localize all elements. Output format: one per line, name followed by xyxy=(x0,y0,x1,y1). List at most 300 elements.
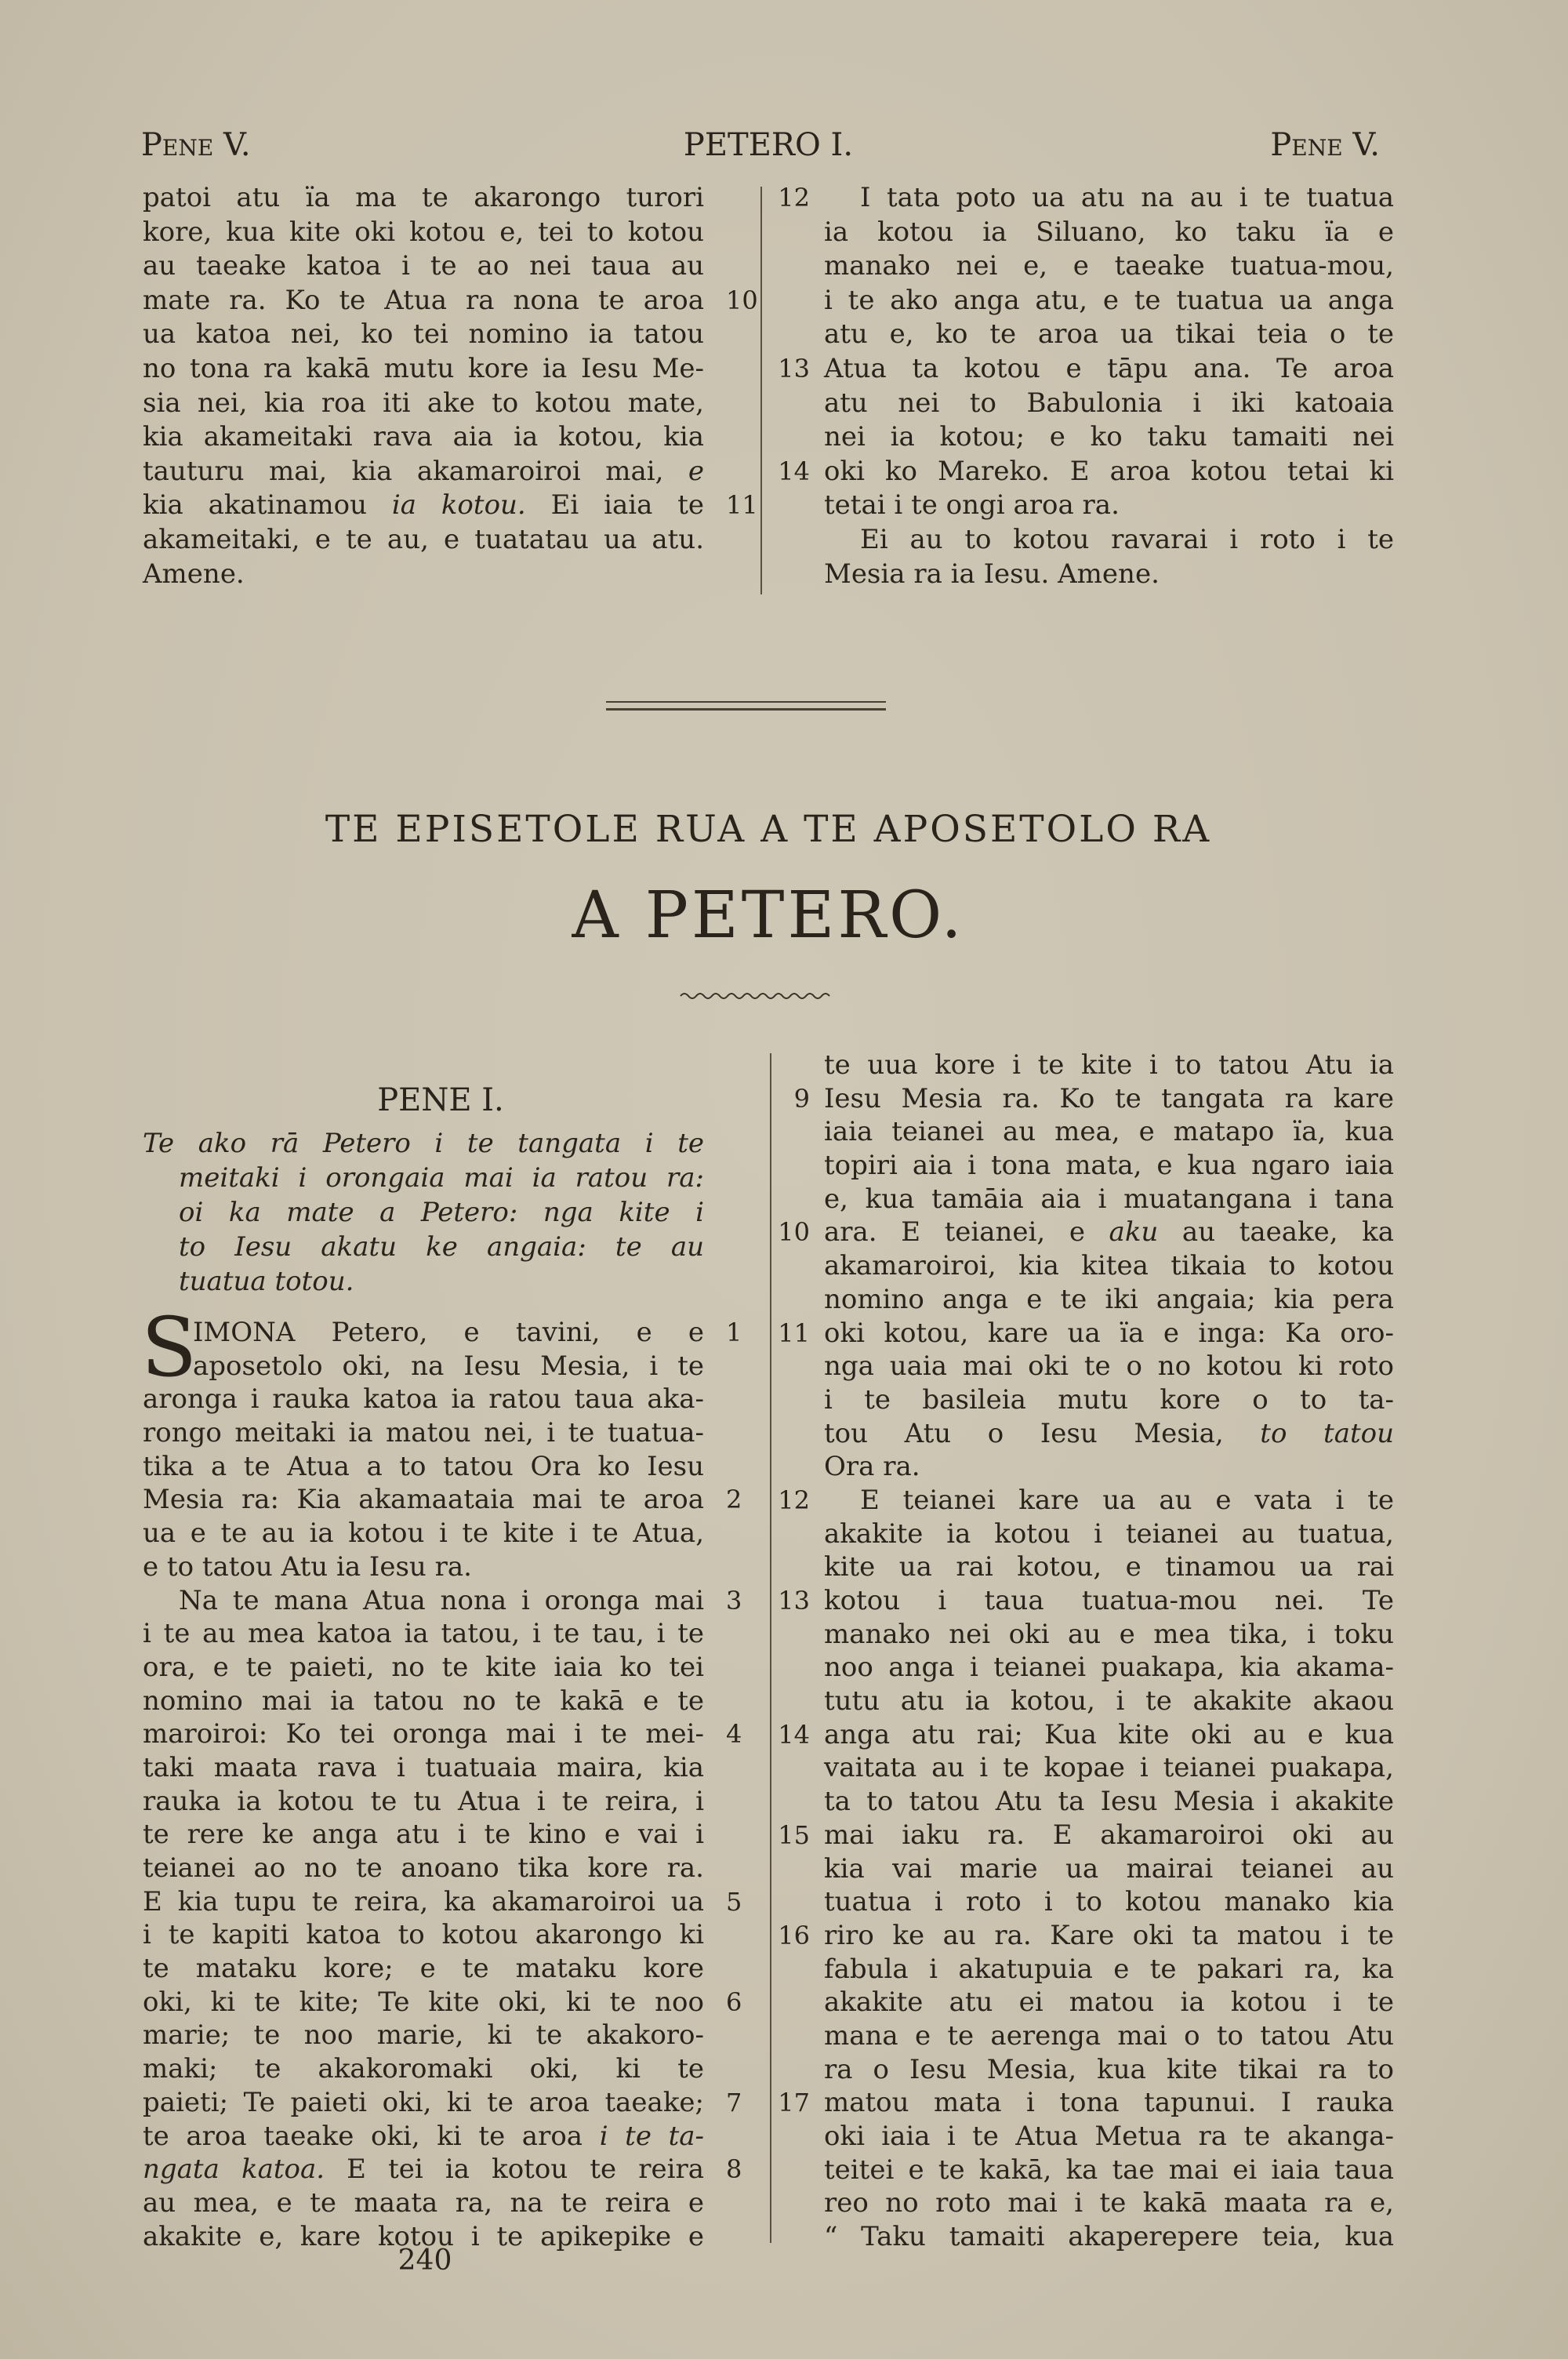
text-line xyxy=(824,1651,1394,1685)
line-text xyxy=(143,181,704,216)
text-line xyxy=(143,284,758,318)
line-text xyxy=(143,352,704,387)
summary-line xyxy=(143,1161,704,1195)
text-segment: au taeake, ka xyxy=(1158,1216,1394,1249)
text-segment: i te kapiti katoa to kotou akarongo ki xyxy=(143,1919,704,1951)
verse-number: 16 xyxy=(778,1920,810,1950)
line-text xyxy=(824,2154,1394,2187)
text-segment: ta to tatou Atu ta Iesu Mesia i akakite xyxy=(824,1786,1394,1818)
text-line xyxy=(143,2086,742,2120)
italic-text: e xyxy=(688,455,704,487)
line-text xyxy=(824,489,1394,523)
text-line xyxy=(778,1584,1394,1618)
text-segment: atu nei to Babulonia i iki katoaia xyxy=(824,387,1394,419)
line-text xyxy=(143,2186,704,2220)
text-line xyxy=(143,1685,704,1718)
line-text xyxy=(143,1685,704,1718)
text-line xyxy=(824,1751,1394,1785)
text-segment: oki, ki te kite; Te kite oki, ki te noo xyxy=(143,1986,704,2018)
verse-number: 14 xyxy=(778,1719,810,1750)
text-line xyxy=(143,1785,704,1819)
line-text xyxy=(824,1317,1394,1350)
text-line xyxy=(778,455,1394,489)
verse-number: 9 xyxy=(793,1083,810,1114)
text-line xyxy=(824,1852,1394,1886)
line-text xyxy=(824,558,1394,592)
italic-text: i te ta- xyxy=(599,2120,704,2152)
line-text xyxy=(824,1149,1394,1183)
text-segment: no tona ra kakā mutu kore ia Iesu Me- xyxy=(143,352,704,384)
line-text xyxy=(824,1584,1394,1618)
summary-text: to Iesu akatu ke angaia: te au xyxy=(179,1231,704,1263)
text-segment: rauka ia kotou te tu Atua i te reira, i xyxy=(143,1785,704,1817)
line-text xyxy=(143,2120,704,2154)
text-line xyxy=(143,455,704,489)
line-text xyxy=(143,1818,704,1852)
line-text xyxy=(143,1717,704,1751)
summary-line xyxy=(143,1195,704,1230)
text-segment: te rere ke anga atu i te kino e vai i xyxy=(143,1819,704,1851)
text-line xyxy=(143,1450,704,1484)
epistle-title: TE EPISETOLE RUA A TE APOSETOLO RA xyxy=(325,808,1212,851)
line-text xyxy=(824,523,1394,558)
line-text xyxy=(143,2052,704,2086)
text-line xyxy=(824,1618,1394,1652)
line-text xyxy=(143,1584,704,1618)
text-segment: oki ko Mareko. E aroa kotou tetai ki xyxy=(824,455,1394,487)
text-segment: fabula i akatupuia e te pakari ra, ka xyxy=(824,1953,1394,1985)
text-line xyxy=(143,1316,742,1350)
text-segment: aronga i rauka katoa ia ratou taua aka- xyxy=(143,1383,704,1416)
text-segment: oki iaia i te Atua Metua ra te akanga- xyxy=(824,2121,1394,2152)
line-text xyxy=(824,387,1394,421)
verse-number: 6 xyxy=(726,1986,742,2017)
text-segment: Iesu Mesia ra. Ko te tangata ra kare xyxy=(824,1082,1394,1114)
text-segment: noo anga i teianei puakapa, kia akama- xyxy=(824,1652,1394,1684)
text-segment: kia akatinamou xyxy=(143,489,392,522)
line-text xyxy=(824,216,1394,250)
line-text xyxy=(143,1952,704,1986)
text-segment: tika a te Atua a to tatou Ora ko Iesu xyxy=(143,1450,704,1482)
text-line xyxy=(143,1986,742,2019)
line-text xyxy=(824,1919,1394,1953)
text-segment: atu e, ko te aroa ua tikai teia o te xyxy=(824,318,1394,351)
text-line xyxy=(824,1283,1394,1317)
text-segment: au taeake katoa i te ao nei taua au xyxy=(143,250,704,282)
text-line xyxy=(824,1953,1394,1986)
verse-number: 4 xyxy=(726,1719,742,1750)
line-text xyxy=(143,558,704,592)
text-line xyxy=(824,2186,1394,2220)
line-text xyxy=(824,1115,1394,1149)
text-line xyxy=(824,1249,1394,1283)
line-text xyxy=(824,1651,1394,1685)
line-text xyxy=(143,1517,704,1550)
text-segment: ara. E teianei, e xyxy=(824,1216,1109,1249)
verse-number: 3 xyxy=(726,1585,742,1616)
text-line xyxy=(824,1550,1394,1584)
line-text xyxy=(824,1785,1394,1819)
line-text xyxy=(824,1885,1394,1919)
text-line xyxy=(143,1483,742,1517)
line-text xyxy=(143,216,704,250)
text-line xyxy=(143,1383,704,1416)
line-text xyxy=(824,2220,1394,2254)
verse-number: 13 xyxy=(778,353,810,383)
text-line xyxy=(824,2120,1394,2154)
line-text xyxy=(824,318,1394,352)
text-segment: kia akameitaki rava aia ia kotou, kia xyxy=(143,421,704,453)
text-segment: ua e te au ia kotou i te kite i te Atua, xyxy=(143,1518,704,1550)
line-text xyxy=(143,1316,704,1350)
text-line xyxy=(143,489,758,523)
verse-number: 5 xyxy=(726,1886,742,1917)
text-segment: vaitata au i te kopae i teianei puakapa, xyxy=(824,1752,1394,1784)
text-line xyxy=(143,523,704,558)
text-segment: ora, e te paieti, no te kite iaia ko tei xyxy=(143,1651,704,1683)
line-text xyxy=(824,1249,1394,1283)
summary-line xyxy=(143,1230,704,1264)
text-segment: Mesia ra: Kia akamaataia mai te aroa xyxy=(143,1484,704,1516)
line-text xyxy=(824,1685,1394,1718)
text-segment: nomino mai ia tatou no te kakā e te xyxy=(143,1685,704,1717)
text-segment: kia vai marie ua mairai teianei au xyxy=(824,1852,1394,1885)
line-text xyxy=(143,1483,704,1517)
line-text xyxy=(143,2153,704,2186)
line-text xyxy=(824,352,1394,387)
line-text xyxy=(143,1852,704,1885)
text-segment: e to tatou Atu ia Iesu ra. xyxy=(143,1550,472,1583)
text-segment: “ Taku tamaiti akaperepere teia, kua xyxy=(824,2221,1394,2253)
line-text xyxy=(824,2053,1394,2087)
text-line xyxy=(824,284,1394,318)
text-segment: I tata poto ua atu na au i te tuatua xyxy=(860,182,1394,213)
summary-text: Te ako rā Petero i te tangata i te xyxy=(143,1128,704,1159)
text-line xyxy=(824,387,1394,421)
line-text xyxy=(143,1885,704,1919)
running-header-center: PETERO I. xyxy=(683,127,854,163)
text-line xyxy=(143,1952,704,1986)
text-segment: te mataku kore; e te mataku kore xyxy=(143,1953,704,1985)
running-header-left: Pene V. xyxy=(141,127,251,163)
text-line xyxy=(824,1350,1394,1383)
text-segment: ua katoa nei, ko tei nomino ia tatou xyxy=(143,318,704,351)
verse-number: 11 xyxy=(778,1318,810,1348)
text-segment: marie; te noo marie, ki te akakoro- xyxy=(143,2019,704,2052)
text-segment: i te ako anga atu, e te tuatua ua anga xyxy=(824,284,1394,316)
line-text xyxy=(143,1785,704,1819)
line-text xyxy=(143,1651,704,1685)
line-text xyxy=(824,1618,1394,1652)
line-text xyxy=(143,1550,704,1584)
chapter-summary xyxy=(143,1126,704,1299)
text-segment: nga uaia mai oki te o no kotou ki roto xyxy=(824,1350,1394,1383)
text-segment: kite ua rai kotou, e tinamou ua rai xyxy=(824,1551,1394,1583)
text-segment: anga atu rai; Kua kite oki au e kua xyxy=(824,1718,1394,1750)
verse-number: 11 xyxy=(726,490,758,521)
line-text xyxy=(824,1518,1394,1551)
text-line xyxy=(143,1651,704,1685)
summary-text: oi ka mate a Petero: nga kite i xyxy=(179,1197,704,1228)
text-line xyxy=(143,249,704,284)
text-segment: akakite atu ei matou ia kotou i te xyxy=(824,1986,1394,2019)
text-line xyxy=(778,1819,1394,1852)
text-segment: tetai i te ongi aroa ra. xyxy=(824,489,1120,522)
text-segment: i te au mea katoa ia tatou, i te tau, i te xyxy=(143,1618,704,1650)
line-text xyxy=(824,1819,1394,1852)
text-segment: taki maata rava i tuatuaia maira, kia xyxy=(143,1751,704,1783)
text-segment: nei ia kotou; e ko taku tamaiti nei xyxy=(824,421,1394,453)
text-segment: te uua kore i te kite i to tatou Atu ia xyxy=(824,1049,1394,1081)
text-line xyxy=(143,2019,704,2052)
line-text xyxy=(143,318,704,352)
line-text xyxy=(143,2019,704,2052)
text-segment: tauturu mai, kia akamaroiroi mai, xyxy=(143,455,688,487)
text-line xyxy=(824,2220,1394,2254)
text-segment: nomino anga e te iki angaia; kia pera xyxy=(824,1283,1394,1315)
text-line xyxy=(824,1417,1394,1451)
text-segment: te aroa taeake oki, ki te aroa xyxy=(143,2120,600,2152)
verse-number: 1 xyxy=(726,1318,742,1347)
line-text xyxy=(824,1417,1394,1451)
verse-number: 12 xyxy=(778,1485,810,1515)
text-line xyxy=(824,1183,1394,1216)
line-text xyxy=(143,249,704,284)
verse-number: 14 xyxy=(778,456,810,486)
text-segment: au mea, e te maata ra, na te reira e xyxy=(143,2186,704,2219)
text-segment: Mesia ra ia Iesu. Amene. xyxy=(824,558,1160,590)
text-segment: riro ke au ra. Kare oki ta matou i te xyxy=(824,1919,1394,1951)
text-segment: E tei ia kotou te reira xyxy=(325,2154,704,2186)
line-text xyxy=(824,1082,1394,1116)
text-line xyxy=(824,216,1394,250)
text-line xyxy=(143,1852,704,1885)
text-segment: mana e te aerenga mai o to tatou Atu xyxy=(824,2019,1394,2052)
text-segment: tuatua i roto i to kotou manako kia xyxy=(824,1886,1394,1918)
line-text xyxy=(824,1049,1394,1082)
verse-number: 13 xyxy=(778,1586,810,1616)
text-segment: mate ra. Ko te Atua ra nona te aroa xyxy=(143,284,704,316)
line-text xyxy=(824,1550,1394,1584)
line-text xyxy=(824,2186,1394,2220)
text-segment: akakite ia kotou i teianei au tuatua, xyxy=(824,1518,1394,1550)
double-rule-bottom xyxy=(606,708,886,711)
text-segment: akameitaki, e te au, e tuatatau ua atu. xyxy=(143,523,704,555)
verse-number: 8 xyxy=(726,2154,742,2185)
line-text xyxy=(824,1852,1394,1886)
text-segment: akakite e, kare kotou i te apikepike e xyxy=(143,2220,704,2252)
text-segment: sia nei, kia roa iti ake to kotou mate, xyxy=(143,387,704,419)
line-text xyxy=(824,2086,1394,2120)
text-line xyxy=(143,1617,704,1651)
text-line xyxy=(824,2154,1394,2187)
line-text xyxy=(824,420,1394,455)
line-text xyxy=(824,1183,1394,1216)
drop-cap: S xyxy=(141,1299,198,1395)
text-segment: rongo meitaki ia matou nei, i te tuatua- xyxy=(143,1417,704,1449)
text-line xyxy=(778,1317,1394,1350)
text-line xyxy=(824,523,1394,558)
text-segment: E teianei kare ua au e vata i te xyxy=(860,1484,1394,1516)
text-line xyxy=(143,1517,704,1550)
text-segment: paieti; Te paieti oki, ki te aroa taeake; xyxy=(143,2086,704,2118)
text-line xyxy=(778,1216,1394,1249)
text-line xyxy=(824,420,1394,455)
text-line xyxy=(143,1751,704,1785)
text-line xyxy=(824,1049,1394,1082)
text-line xyxy=(143,1885,742,1919)
line-text xyxy=(824,1986,1394,2019)
line-text xyxy=(824,1216,1394,1249)
line-text xyxy=(143,523,704,558)
text-segment: teianei ao no te anoano tika kore ra. xyxy=(143,1852,704,1884)
line-text xyxy=(824,284,1394,318)
text-segment: maki; te akakoromaki oki, ki te xyxy=(143,2053,704,2085)
text-line xyxy=(143,1350,704,1383)
text-line xyxy=(824,1518,1394,1551)
line-text xyxy=(143,1450,704,1484)
column-divider-top xyxy=(760,187,762,594)
text-segment: manako nei e, e taeake tuatua-mou, xyxy=(824,250,1394,282)
text-line xyxy=(143,352,704,387)
line-text xyxy=(143,1350,704,1383)
verse-number: 15 xyxy=(778,1819,810,1850)
italic-text: aku xyxy=(1109,1216,1159,1249)
text-segment: Ei iaia te xyxy=(525,489,704,522)
line-text xyxy=(143,2086,704,2120)
line-text xyxy=(143,455,704,489)
text-segment: teitei e te kakā, ka tae mai ei iaia taua xyxy=(824,2154,1394,2186)
epistle-title-name: A PETERO. xyxy=(572,878,965,953)
verse-number: 17 xyxy=(778,2088,810,2118)
double-rule-top xyxy=(606,701,886,703)
text-line xyxy=(824,2019,1394,2053)
text-line xyxy=(143,318,704,352)
line-text xyxy=(143,420,704,455)
text-line xyxy=(824,1149,1394,1183)
text-segment: kotou i taua tuatua-mou nei. Te xyxy=(824,1585,1394,1616)
text-segment: iaia teianei au mea, e matapo ïa, kua xyxy=(824,1116,1394,1148)
line-text xyxy=(824,1450,1394,1484)
text-segment: kore, kua kite oki kotou e, tei to kotou xyxy=(143,216,704,248)
text-segment: patoi atu ïa ma te akarongo turori xyxy=(143,182,704,213)
text-line xyxy=(143,1918,704,1952)
text-segment: E kia tupu te reira, ka akamaroiroi ua xyxy=(143,1885,704,1917)
text-line xyxy=(778,2086,1394,2120)
text-segment: matou mata i tona tapunui. I rauka xyxy=(824,2087,1394,2119)
text-line xyxy=(824,2053,1394,2087)
line-text xyxy=(143,387,704,421)
text-line xyxy=(143,1584,742,1618)
italic-text: ngata katoa. xyxy=(143,2154,325,2186)
line-text xyxy=(824,1283,1394,1317)
line-text xyxy=(824,1718,1394,1752)
text-segment: tutu atu ia kotou, i te akakite akaou xyxy=(824,1685,1394,1717)
line-text xyxy=(143,1918,704,1952)
chapter-heading: PENE I. xyxy=(377,1082,504,1118)
text-line xyxy=(824,1685,1394,1718)
text-segment: topiri aia i tona mata, e kua ngaro iaia xyxy=(824,1150,1394,1182)
text-line xyxy=(824,249,1394,284)
text-line xyxy=(143,2186,704,2220)
text-segment: oki kotou, kare ua ïa e inga: Ka oro- xyxy=(824,1317,1394,1349)
text-segment: reo no roto mai i te kakā maata ra e, xyxy=(824,2187,1394,2219)
text-line xyxy=(824,1115,1394,1149)
line-text xyxy=(824,2120,1394,2154)
text-line xyxy=(824,1450,1394,1484)
text-line xyxy=(824,489,1394,523)
text-segment: ra o Iesu Mesia, kua kite tikai ra to xyxy=(824,2053,1394,2085)
top-left-column xyxy=(143,181,758,591)
running-header-right: Pene V. xyxy=(1270,127,1380,163)
text-line xyxy=(778,1919,1394,1953)
verse-number: 7 xyxy=(726,2087,742,2117)
text-segment: Ei au to kotou ravarai i roto i te xyxy=(860,523,1394,555)
text-line xyxy=(824,1785,1394,1819)
text-segment: i te basileia mutu kore o to ta- xyxy=(824,1383,1394,1416)
text-segment: maroiroi: Ko tei oronga mai i te mei- xyxy=(143,1718,704,1750)
text-line xyxy=(793,1082,1394,1116)
text-line xyxy=(824,1383,1394,1417)
wavy-ornament xyxy=(679,991,831,1004)
top-right-column xyxy=(778,181,1394,591)
text-segment: IMONA Petero, e tavini, e e xyxy=(193,1317,704,1348)
line-text xyxy=(824,181,1394,216)
text-line xyxy=(143,2120,704,2154)
line-text xyxy=(824,455,1394,489)
text-segment: manako nei oki au e mea tika, i toku xyxy=(824,1618,1394,1650)
summary-line xyxy=(143,1126,704,1161)
text-line xyxy=(778,181,1394,216)
italic-text: ia kotou. xyxy=(391,489,526,522)
bottom-right-column xyxy=(778,1049,1395,2254)
line-text xyxy=(143,1383,704,1416)
verse-number: 2 xyxy=(726,1485,742,1515)
text-line xyxy=(824,1885,1394,1919)
text-segment: Atua ta kotou e tāpu ana. Te aroa xyxy=(824,352,1394,384)
text-line xyxy=(143,2052,704,2086)
line-text xyxy=(143,284,704,318)
summary-text: tuatua totou. xyxy=(179,1266,354,1297)
text-line xyxy=(778,352,1394,387)
text-line xyxy=(143,420,704,455)
text-segment: akamaroiroi, kia kitea tikaia to kotou xyxy=(824,1250,1394,1282)
line-text xyxy=(824,1751,1394,1785)
line-text xyxy=(143,1986,704,2019)
text-line xyxy=(824,1986,1394,2019)
line-text xyxy=(143,1751,704,1785)
text-segment: ia kotou ia Siluano, ko taku ïa e xyxy=(824,216,1394,248)
column-divider-bottom xyxy=(770,1053,771,2243)
italic-text: to tatou xyxy=(1260,1417,1395,1449)
text-segment: Amene. xyxy=(143,558,245,590)
verse-number: 10 xyxy=(778,1217,810,1248)
line-text xyxy=(143,1617,704,1651)
page-number: 240 xyxy=(397,2245,452,2277)
line-text xyxy=(824,249,1394,284)
text-line xyxy=(143,1550,704,1584)
text-line xyxy=(824,558,1394,592)
text-segment: aposetolo oki, na Iesu Mesia, i te xyxy=(193,1350,704,1382)
text-line xyxy=(778,1484,1394,1518)
text-line xyxy=(143,181,704,216)
line-text xyxy=(824,1953,1394,1986)
text-line xyxy=(143,558,704,592)
text-segment: mai iaku ra. E akamaroiroi oki au xyxy=(824,1819,1394,1851)
text-line xyxy=(143,216,704,250)
verse-number: 12 xyxy=(778,183,810,213)
line-text xyxy=(143,1416,704,1450)
